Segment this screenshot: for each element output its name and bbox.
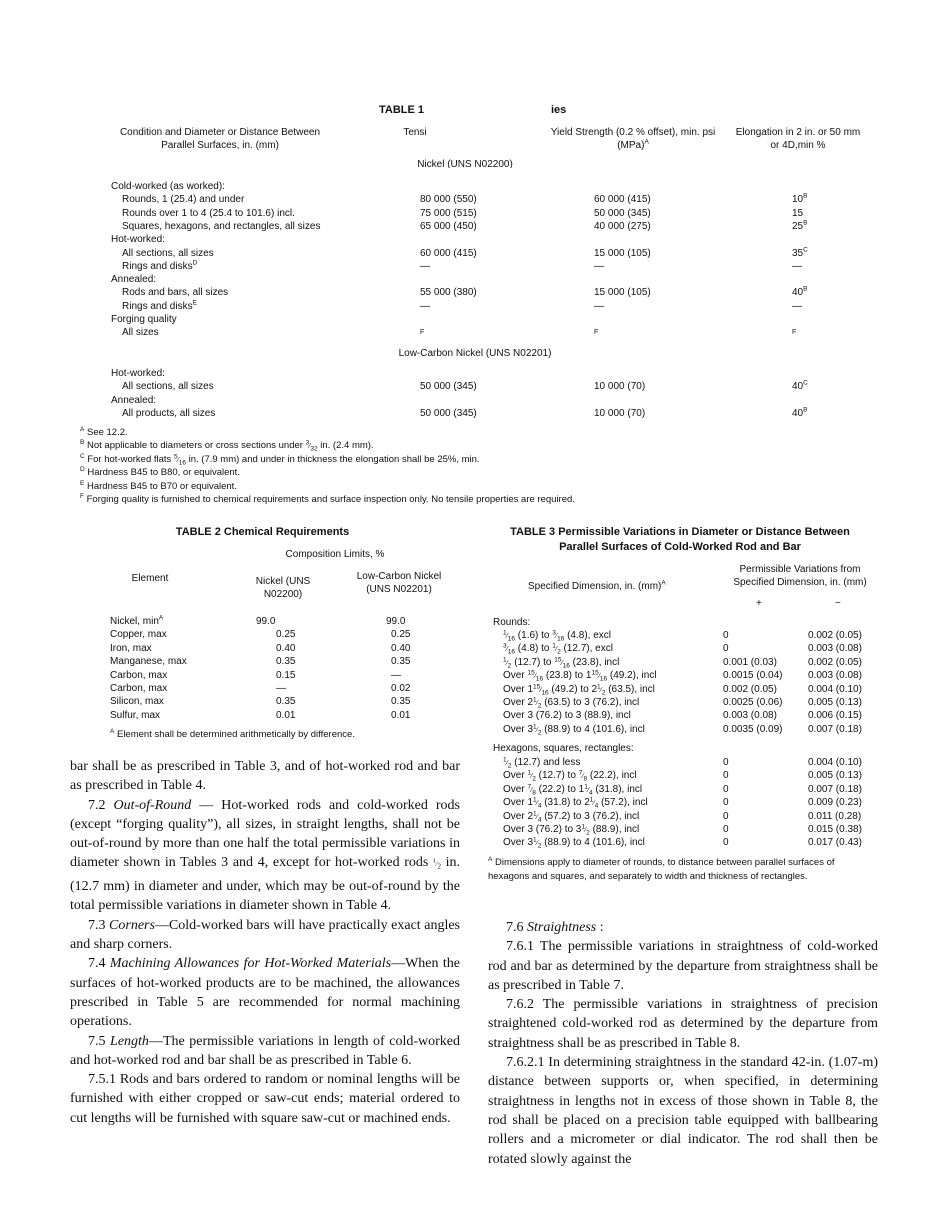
- table1-tensile-value: 60 000 (415): [420, 247, 477, 259]
- table3-header-plus: +: [756, 598, 762, 609]
- table3-plus-value: 0: [723, 643, 729, 655]
- fraction: $^1⁄_4$: [533, 810, 542, 823]
- table3-plus-value: 0: [723, 824, 729, 835]
- table3-dimension: $^1⁄_{16}$ (1.6) to $^3⁄_{16}$ (4.8), excl: [503, 629, 611, 643]
- table1-tensile-value: F: [420, 329, 425, 337]
- table1-yield-value: F: [594, 329, 599, 337]
- table3-minus-value: 0.005 (0.13): [808, 770, 862, 782]
- table3-footnote: $^A$ Dimensions apply to diameter of rounds, to distance between parallel surfaces of hexagons and squares, and separately to width and thickness of rectangles.: [488, 855, 835, 882]
- table3-header-specified: Specified Dimension, in. (mm)$^A$: [528, 579, 666, 592]
- fraction: $^1⁄_2$: [533, 696, 542, 710]
- table3-plus-value: 0: [723, 630, 729, 641]
- table1-row-label: All sections, all sizes: [122, 381, 214, 393]
- table2-nickel-value: 0.01: [276, 709, 296, 721]
- table1-row-label: Annealed:: [111, 394, 157, 406]
- table1-elongation-value: $10^B$: [792, 192, 808, 206]
- table3-dimension: Over $3^1⁄_2$ (88.9) to 4 (101.6), incl: [503, 837, 645, 850]
- table3-dimension: Over 3 (76.2) to 3 (88.9), incl: [503, 710, 631, 722]
- table2-low-carbon-value: 0.35: [391, 696, 411, 708]
- table1-yield-value: 10 000 (70): [594, 407, 646, 419]
- fraction: $^1⁄_4$: [533, 796, 542, 810]
- table3-minus-value: 0.005 (0.13): [808, 697, 862, 708]
- table2-footnote: $^A$ Element shall be determined arithmetically by difference.: [110, 727, 355, 740]
- table3-minus-value: 0.003 (0.08): [808, 670, 862, 682]
- table2-element: Iron, max: [110, 642, 152, 654]
- table3-plus-value: 0: [723, 837, 729, 849]
- table1-header-tensile: Tensi: [403, 127, 427, 138]
- table3-minus-value: 0.007 (0.18): [808, 723, 862, 735]
- table1-row-label: Annealed:: [111, 274, 157, 286]
- table3-plus-value: 0: [723, 770, 729, 782]
- table1-row-label: Rings and disks$^E$: [122, 299, 197, 312]
- table2-nickel-value: 0.35: [276, 656, 296, 668]
- table3-plus-value: 0.002 (0.05): [723, 683, 777, 695]
- fraction: $^1⁄_{16}$: [503, 629, 516, 643]
- table2-nickel-value: 0.40: [276, 642, 296, 654]
- table1-footnote: $^D$ Hardness B45 to B80, or equivalent.: [80, 466, 240, 479]
- fraction: $^1⁄_2$: [533, 723, 542, 737]
- table3-dimension: Over $1^1⁄_4$ (31.8) to $2^1⁄_4$ (57.2), incl: [503, 796, 648, 810]
- table3-plus-value: 0: [723, 810, 729, 822]
- table3-minus-value: 0.017 (0.43): [808, 837, 862, 849]
- fraction: $^3⁄_{32}$: [305, 440, 318, 453]
- table3-dimension: Over $1^{15}⁄_{16}$ (49.2) to $2^1⁄_2$ (63.5), incl: [503, 683, 655, 696]
- table2-low-carbon-value: 0.25: [391, 629, 411, 641]
- table3-dimension: Over $^{15}⁄_{16}$ (23.8) to $1^{15}⁄_{16}$ (49.2), incl: [503, 669, 657, 683]
- table3-plus-value: 0.0015 (0.04): [723, 670, 783, 682]
- paragraph-7-5-1: 7.5.1 Rods and bars ordered to random or nominal lengths will be furnished with either cropped or saw-cut ends; material ordered to cut lengths will be furnished with square saw-cut or machined ends.: [70, 1072, 460, 1126]
- table2-low-carbon-value: 0.35: [391, 656, 411, 668]
- table2-element: Silicon, max: [110, 696, 164, 708]
- table1-elongation-value: —: [792, 300, 802, 312]
- table1-row-label: Forging quality: [111, 314, 177, 325]
- table3-plus-value: 0.0035 (0.09): [723, 723, 783, 735]
- table2-nickel-value: 0.35: [276, 696, 296, 708]
- table1-elongation-value: $40^B$: [792, 406, 808, 419]
- table2-nickel-value: 0.25: [276, 629, 296, 641]
- table3-dimension: Over 3 (76.2) to $3^1⁄_2$ (88.9), incl: [503, 823, 640, 837]
- table3-minus-value: 0.002 (0.05): [808, 656, 862, 668]
- table2-element: Carbon, max: [110, 683, 168, 694]
- table1-footnote: $^C$ For hot-worked flats $^5⁄_{16}$ in. (7.9 mm) and under in thickness the elongation shall be 25%, min.: [80, 452, 480, 467]
- table1-row-label: Rounds, 1 (25.4) and under: [122, 194, 245, 206]
- table1-title: TABLE 1: [379, 104, 425, 116]
- table1-tensile-value: 75 000 (515): [420, 207, 477, 219]
- fraction: $^7⁄_8$: [578, 770, 588, 783]
- left-column-text: [70, 757, 460, 1128]
- table1-elongation-value: —: [792, 260, 802, 272]
- table1-yield-value: 40 000 (275): [594, 220, 651, 232]
- table3-plus-value: 0: [723, 783, 729, 795]
- table2-low-carbon-value: 0.01: [391, 709, 411, 721]
- fraction: $^1⁄_2$: [597, 683, 606, 696]
- table1-section-nickel: Nickel (UNS N02200): [417, 159, 513, 168]
- table2-low-carbon-value: —: [391, 669, 401, 681]
- table1-header-condition: Condition and Diameter or Distance Between Parallel Surfaces, in. (mm): [119, 127, 321, 151]
- table1-tensile-value: 65 000 (450): [420, 220, 477, 232]
- table2-composition-header: Composition Limits, %: [285, 549, 385, 560]
- table3-minus-value: 0.002 (0.05): [808, 630, 862, 641]
- table3-plus-value: 0: [723, 797, 729, 809]
- table1-elongation-value: $35^C$: [792, 246, 808, 259]
- table1-elongation-value: $40^C$: [792, 379, 808, 393]
- table2-element: Copper, max: [110, 629, 167, 641]
- heading-7-6: 7.6 Straightness :: [506, 920, 604, 935]
- table1-row-label: Cold-worked (as worked):: [111, 181, 225, 192]
- table1-yield-value: 50 000 (345): [594, 207, 651, 219]
- table2-header-element: Element: [131, 573, 169, 584]
- table1-footnote: $^A$ See 12.2.: [80, 425, 128, 438]
- table1-row-label: Rods and bars, all sizes: [122, 287, 229, 299]
- paragraph-7-3: 7.3 Corners—Cold-worked bars will have practically exact angles and sharp corners.: [70, 917, 461, 953]
- table1-elongation-value: 15: [792, 207, 804, 219]
- table2-element: Sulfur, max: [110, 709, 161, 721]
- table1-tensile-value: —: [420, 260, 430, 272]
- table1-yield-value: 15 000 (105): [594, 247, 651, 259]
- table3-dimension: Over $2^1⁄_2$ (63.5) to 3 (76.2), incl: [503, 696, 640, 710]
- fraction: $^1⁄_2$: [503, 756, 512, 770]
- table1-row-label: Squares, hexagons, and rectangles, all sizes: [122, 220, 321, 232]
- fraction: $^3⁄_{16}$: [552, 629, 565, 643]
- table3-minus-value: 0.004 (0.10): [808, 757, 862, 768]
- table1-header-yield: Yield Strength (0.2 % offset), min. psi (MPa)$^A$: [550, 127, 716, 151]
- table1-yield-value: —: [594, 260, 604, 272]
- table1-tensile-value: 80 000 (550): [420, 194, 477, 206]
- table2-low-carbon-value: 0.02: [391, 683, 411, 694]
- table1-tensile-value: 50 000 (345): [420, 381, 477, 393]
- paragraph-7-6-2: 7.6.2 The permissible variations in straightness of precision straightened cold-worked rod as determined by the departure from straightness shall be as prescribed in Table 8.: [488, 997, 878, 1051]
- table1-title-tail: ies: [551, 104, 567, 116]
- fraction: $^{15}⁄_{16}$: [533, 683, 549, 696]
- table2-element: Manganese, max: [110, 656, 187, 668]
- fraction: $^1⁄_2$: [527, 770, 536, 783]
- fraction: $^{15}⁄_{16}$: [527, 669, 544, 683]
- fraction: $^1⁄_2$: [581, 823, 590, 837]
- table1-row-label: Hot-worked:: [111, 234, 165, 246]
- table3-minus-value: 0.003 (0.08): [808, 643, 862, 655]
- paragraph-7-6-1: 7.6.1 The permissible variations in straightness of cold-worked rod and bar as determined by the departure from straightness shall be as prescribed in Table 7.: [488, 939, 878, 993]
- table3-dimension: $^1⁄_2$ (12.7) to $^{15}⁄_{16}$ (23.8), incl: [503, 656, 620, 670]
- table3-dimension: Over $2^1⁄_4$ (57.2) to 3 (76.2), incl: [503, 810, 640, 823]
- table1-yield-value: 10 000 (70): [594, 381, 646, 393]
- table1-row-label: All sections, all sizes: [122, 247, 214, 259]
- table3-header-permissible: Permissible Variations from Specified Dimension, in. (mm): [733, 564, 867, 588]
- table3-title: TABLE 3 Permissible Variations in Diameter or Distance Between Parallel Surfaces of Cold-Worked Rod and Bar: [510, 526, 850, 553]
- table2-low-carbon-value: 99.0: [386, 616, 406, 627]
- table3-minus-value: 0.011 (0.28): [808, 810, 862, 822]
- paragraph-7-4: 7.4 Machining Allowances for Hot-Worked Materials—When the surfaces of hot-worked products are to be machined, the allowances prescribed in Table 5 are recommended for normal machining operations.: [70, 956, 460, 1030]
- table2-nickel-value: 0.15: [276, 669, 296, 681]
- table3-dimension: Over $^7⁄_8$ (22.2) to $1^1⁄_4$ (31.8), incl: [503, 783, 643, 797]
- table3-plus-value: 0.003 (0.08): [723, 710, 777, 722]
- paragraph-7-2: 7.2 Out-of-Round — Hot-worked rods and cold-worked rods (except “forging quality”), all sizes, in straight lengths, shall not be out-of-round by more than one half the total permissible variations in diameter shown in Tables 3 and 4, except for hot-worked rods $^1⁄_2$ in. (12.7 mm) in diameter and under, which may be out-of-round by the total permissible variations in diameter shown in Table 4.: [70, 797, 461, 914]
- fraction: $^1⁄_2$: [533, 837, 542, 850]
- fraction: $^1⁄_2$: [503, 656, 512, 670]
- table1-footnote: $^B$ Not applicable to diameters or cross sections under $^3⁄_{32}$ in. (2.4 mm).: [80, 439, 374, 453]
- table3-plus-value: 0.001 (0.03): [723, 656, 777, 668]
- table2-nickel-value: —: [276, 683, 286, 694]
- right-column-text: [488, 918, 878, 1169]
- paragraph-table-reference: bar shall be as prescribed in Table 3, and of hot-worked rod and bar as prescribed in Table 4.: [70, 759, 460, 794]
- table3-plus-value: 0.0025 (0.06): [723, 697, 783, 708]
- table1-header-elongation: Elongation in 2 in. or 50 mm or 4D,min %: [735, 127, 861, 151]
- table1-elongation-value: $25^B$: [792, 219, 808, 232]
- table1-row-label: Hot-worked:: [111, 368, 165, 379]
- table3-minus-value: 0.009 (0.23): [808, 797, 862, 809]
- paragraph-7-5: 7.5 Length—The permissible variations in length of cold-worked and hot-worked rod and bar shall be as prescribed in Table 6.: [70, 1033, 460, 1068]
- table3-dimension: Over $^1⁄_2$ (12.7) to $^7⁄_8$ (22.2), incl: [503, 770, 637, 783]
- table1-elongation-value: F: [792, 329, 797, 337]
- fraction: $^3⁄_{16}$: [503, 643, 516, 656]
- table2-low-carbon-value: 0.40: [391, 642, 411, 654]
- table1-elongation-value: $40^B$: [792, 286, 808, 299]
- table3-group-rounds: Rounds:: [493, 617, 531, 628]
- fraction: $^1⁄_4$: [584, 783, 593, 797]
- table1-row-label: All sizes: [122, 327, 159, 339]
- table3-dimension: Over $3^1⁄_2$ (88.9) to 4 (101.6), incl: [503, 723, 645, 737]
- table3-plus-value: 0: [723, 757, 729, 768]
- table2-element: Carbon, max: [110, 669, 168, 681]
- fraction: $^7⁄_8$: [527, 783, 536, 797]
- table3-minus-value: 0.015 (0.38): [808, 824, 862, 835]
- fraction: $^5⁄_{16}$: [173, 453, 186, 467]
- table3-group-hexagons: Hexagons, squares, rectangles:: [493, 743, 634, 754]
- fraction: $^1⁄_2$: [552, 643, 561, 656]
- table3-minus-value: 0.006 (0.15): [808, 710, 862, 722]
- table2-nickel-value: 99.0: [256, 616, 276, 627]
- fraction: $^1⁄_4$: [589, 796, 599, 810]
- table2-header-nickel: Nickel (UNS N02200): [255, 576, 311, 600]
- table1-tensile-value: 50 000 (345): [420, 407, 477, 419]
- table3-header-minus: −: [835, 598, 841, 609]
- table1-footnote: $^F$ Forging quality is furnished to chemical requirements and surface inspection only. No tensile properties are required.: [80, 492, 575, 505]
- paragraph-7-6-2-1: 7.6.2.1 In determining straightness in the standard 42-in. (1.07-m) distance between supports or, when specified, in determining straightness in lengths not in excess of those shown in Table 8, the rod shall be placed on a precision table equipped with ballbearing rollers and a micrometer or dial indicator. The rod shall then be rotated slowly against the: [488, 1055, 878, 1167]
- table1-tensile-value: —: [420, 300, 430, 312]
- table3-dimension: $^1⁄_2$ (12.7) and less: [503, 756, 581, 770]
- table1-row-label: Rings and disks$^D$: [122, 259, 198, 272]
- table3-minus-value: 0.007 (0.18): [808, 783, 862, 795]
- table2-element: Nickel, $\min^A$: [110, 614, 164, 627]
- table1-row-label: Rounds over 1 to 4 (25.4 to 101.6) incl.: [122, 207, 295, 219]
- table3-minus-value: 0.004 (0.10): [808, 683, 862, 695]
- table1-yield-value: —: [594, 300, 604, 312]
- table3-dimension: $^3⁄_{16}$ (4.8) to $^1⁄_2$ (12.7), excl: [503, 643, 613, 656]
- table1-section-low-carbon: Low-Carbon Nickel (UNS N02201): [398, 348, 552, 359]
- table2-header-low-carbon: Low-Carbon Nickel (UNS N02201): [356, 571, 442, 595]
- table1-yield-value: 15 000 (105): [594, 287, 651, 299]
- table1-footnote: $^E$ Hardness B45 to B70 or equivalent.: [80, 479, 237, 492]
- table1-yield-value: 60 000 (415): [594, 194, 651, 206]
- table1-tensile-value: 55 000 (380): [420, 287, 477, 299]
- table2-title: TABLE 2 Chemical Requirements: [175, 526, 350, 538]
- fraction: $^{15}⁄_{16}$: [554, 656, 570, 670]
- table1-row-label: All products, all sizes: [122, 407, 216, 419]
- fraction: $^{15}⁄_{16}$: [591, 669, 608, 683]
